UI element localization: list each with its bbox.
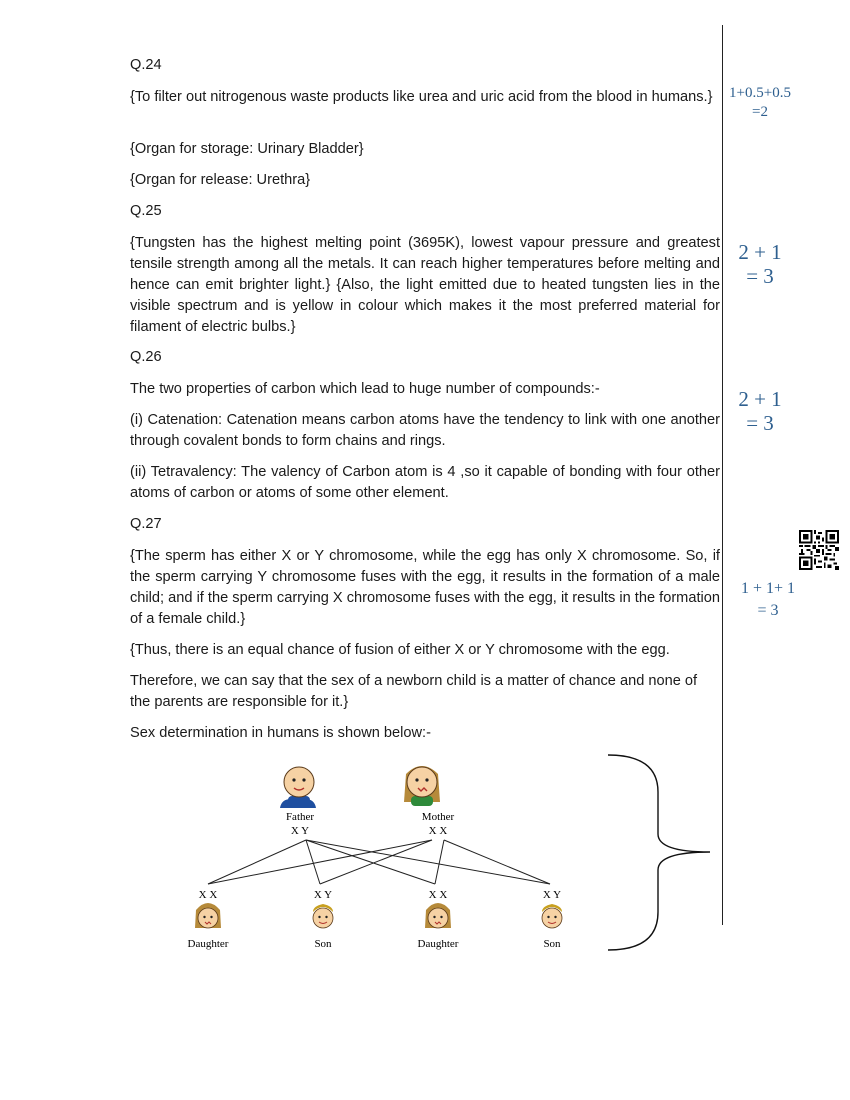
daughter-icon xyxy=(195,903,221,928)
q25-marks xyxy=(726,240,794,288)
q25-marks-line1: 2 + 1 xyxy=(738,240,782,264)
sex-determination-diagram xyxy=(160,760,580,960)
mother-label: Mother xyxy=(421,811,455,823)
daughter-icon xyxy=(425,903,451,928)
son-icon xyxy=(542,904,562,928)
q26-marks xyxy=(726,387,794,435)
q27-marks-line1: 1 + 1+ 1 xyxy=(740,580,796,597)
child3-label: Daughter xyxy=(417,938,459,950)
q24-answer-storage: {Organ for storage: Urinary Bladder} xyxy=(130,141,364,157)
child2-chromosomes: X Y xyxy=(313,889,333,901)
q26-intro: The two properties of carbon which lead to huge number of compounds:- xyxy=(130,381,600,397)
q27-marks-line2: = 3 xyxy=(757,602,779,619)
mother-icon xyxy=(404,766,440,806)
q27-answer-conclusion: Therefore, we can say that the sex of a newborn child is a matter of chance and none of the parents are responsible for it.} xyxy=(130,673,698,710)
child1-chromosomes: X X xyxy=(198,889,218,901)
child2-label: Son xyxy=(314,938,332,950)
q27-answer-equal-chance: {Thus, there is an equal chance of fusion of either X or Y chromosome with the egg. xyxy=(130,642,670,658)
q27-answer-sperm: {The sperm has either X or Y chromosome, while the egg has only X chromosome. So, if the sperm carrying Y chromosome fuses with the egg, it results in the formation of a male child; and if the sperm carrying X chromosome fuses with the egg, it results in the formation of a female child.} xyxy=(130,548,720,627)
q24-label: Q.24 xyxy=(130,57,162,73)
q25-marks-line2: = 3 xyxy=(746,264,774,288)
son-icon xyxy=(313,904,333,928)
q27-diagram-caption: Sex determination in humans is shown below:- xyxy=(130,725,431,741)
q27-label: Q.27 xyxy=(130,516,162,532)
q24-marks-line2: =2 xyxy=(752,104,768,120)
q24-answer-function: {To filter out nitrogenous waste products like urea and uric acid from the blood in humans.} xyxy=(130,89,713,105)
q26-label: Q.26 xyxy=(130,349,162,365)
father-label: Father xyxy=(285,811,315,823)
q26-marks-line2: = 3 xyxy=(746,411,774,435)
curly-brace-icon xyxy=(600,752,715,957)
qr-code-icon xyxy=(799,530,839,570)
q26-catenation: (i) Catenation: Catenation means carbon atoms have the tendency to link with one another through covalent bonds to form chains and rings. xyxy=(130,412,720,449)
child4-label: Son xyxy=(543,938,561,950)
q25-answer: {Tungsten has the highest melting point (3695K), lowest vapour pressure and greatest tensile strength among all the metals. It can reach higher temperatures before melting and hence can emit brighter light.} {Also, the light emitted due to heated tungsten lies in the visible spectrum and is yellow in colour which makes it the most preferred material for filament of electric bulbs.} xyxy=(130,235,720,335)
q26-marks-line1: 2 + 1 xyxy=(738,387,782,411)
inheritance-lines xyxy=(208,840,550,884)
father-chromosomes: X Y xyxy=(290,825,310,837)
q24-marks-line1: 1+0.5+0.5 xyxy=(729,85,791,101)
q26-tetravalency: (ii) Tetravalency: The valency of Carbon atom is 4 ,so it capable of bonding with four other atoms of carbon or atoms of some other element. xyxy=(130,464,720,501)
q24-answer-release: {Organ for release: Urethra} xyxy=(130,172,311,188)
q24-marks xyxy=(726,84,794,122)
q25-label: Q.25 xyxy=(130,203,162,219)
child3-chromosomes: X X xyxy=(428,889,448,901)
mother-chromosomes: X X xyxy=(428,825,448,837)
father-icon xyxy=(280,767,316,808)
child1-label: Daughter xyxy=(187,938,229,950)
q27-marks xyxy=(728,578,808,622)
child4-chromosomes: X Y xyxy=(542,889,562,901)
margin-rule xyxy=(722,25,723,925)
